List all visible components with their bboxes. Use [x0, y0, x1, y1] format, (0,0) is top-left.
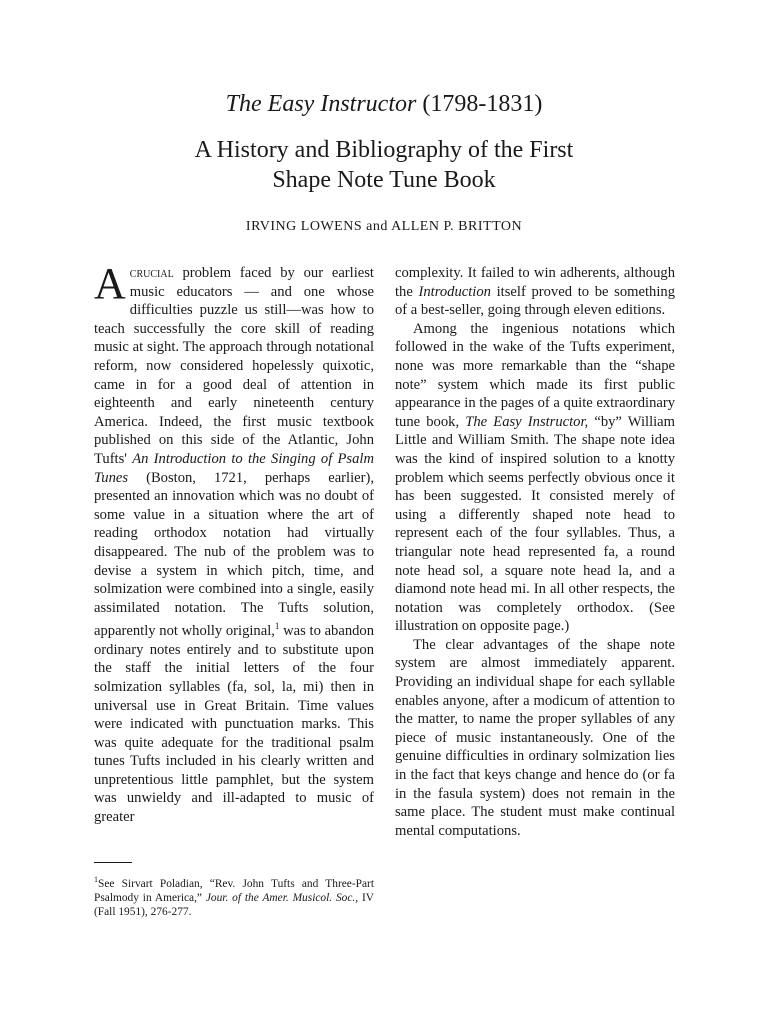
left-column: [94, 259, 375, 827]
footnote-reference: 1: [274, 621, 280, 632]
author-2: ALLEN P. BRITTON: [391, 219, 523, 234]
right-p2-italic: The Easy Instructor,: [465, 413, 589, 430]
footnote-rule: [94, 862, 132, 863]
author-1: IRVING LOWENS: [245, 219, 363, 234]
right-paragraph-3: The clear advantages of the shape note system are almost immediately apparent. Providing an individual shape for each syllable enables anyone, after a modicum of attention to the matter, to name the proper syllables of any piece of music instantaneously. One of the genuine difficulties in ordinary solmization lies in the fact that keys change and hence do (or fa in the fasula system) does not remain in the same place. The student must make continual mental computations.: [395, 636, 675, 839]
article-title: [0, 88, 768, 120]
right-p1-text-a: complexity. It failed to win adherents, although the: [395, 265, 675, 300]
left-book-title: An Introduction to the Singing of Psalm Tunes: [94, 450, 374, 486]
right-paragraph-2: [395, 320, 675, 636]
right-p1-text-b: itself proved to be something of a best-seller, going through eleven editions.: [395, 283, 675, 319]
article-subtitle: [0, 135, 768, 195]
footnote-text-b: , IV (Fall 1951), 276-277.: [94, 892, 375, 919]
subtitle-line-2: Shape Note Tune Book: [272, 167, 496, 193]
right-p1-italic: Introduction: [418, 283, 491, 300]
left-paragraph-1: [94, 259, 375, 827]
title-italic: The Easy Instructor: [225, 91, 417, 117]
subtitle-line-1: A History and Bibliography of the First: [194, 137, 574, 163]
author-conjunction: and: [366, 219, 388, 234]
author-line: [0, 216, 768, 238]
left-text-a: problem faced by our earliest music educators — and one whose difficulties puzzle us still—was how to teach successfully the core skill of reading music at sight. The approach through notational reform, now considered hopelessly quixotic, came in for a good deal of attention in eighteenth and early nineteenth century America. Indeed, the first music textbook published on this side of the Atlantic, John Tufts': [94, 265, 374, 467]
lead-smallcaps: crucial: [129, 265, 174, 281]
title-years: (1798-1831): [422, 91, 543, 117]
left-text-c: was to abandon ordinary notes entirely and to substitute upon the staff the initial letters of the four solmization syllables (fa, sol, la, mi) then in universal use in Great Britain. Time values were indicated with punctuation marks. This was quite adequate for the traditional psalm tunes Tufts included in his clearly written and unpretentious little pamphlet, but the system was unwieldy and ill-adapted to music of greater: [94, 623, 375, 826]
footnote: [94, 873, 374, 919]
footnote-text-a: See Sirvart Poladian, “Rev. John Tufts and Three-Part Psalmody in America,”: [94, 877, 374, 904]
right-column: [395, 264, 675, 840]
footnote-journal: Jour. of the Amer. Musicol. Soc.: [205, 892, 356, 904]
footnote-marker: 1: [94, 875, 98, 884]
right-p2-text-a: Among the ingenious notations which followed in the wake of the Tufts experiment, none was more remarkable than the “shape note” system which made its first public appearance in the pages of a quite extraordinary tune book,: [395, 320, 675, 430]
right-p2-text-b: “by” William Little and William Smith. The shape note idea was the kind of inspired solution to a knotty problem which seems perfectly obvious once it has been suggested. It consisted merely of using a differently shaped note head to represent each of the four syllables. Thus, a triangular note head represented fa, a round note head sol, a square note head la, and a diamond note head mi. In all other respects, the notation was completely orthodox. (See illustration on opposite page.): [395, 413, 676, 635]
left-text-b: (Boston, 1721, perhaps earlier), presented an innovation which was no doubt of some value in a situation where the art of reading orthodox notation had virtually disappeared. The nub of the problem was to devise a system in which pitch, time, and solmization were combined into a single, easily assimilated notation. The Tufts solution, apparently not wholly original,: [94, 469, 374, 640]
drop-cap: A: [94, 259, 126, 308]
right-paragraph-1: [395, 264, 675, 320]
